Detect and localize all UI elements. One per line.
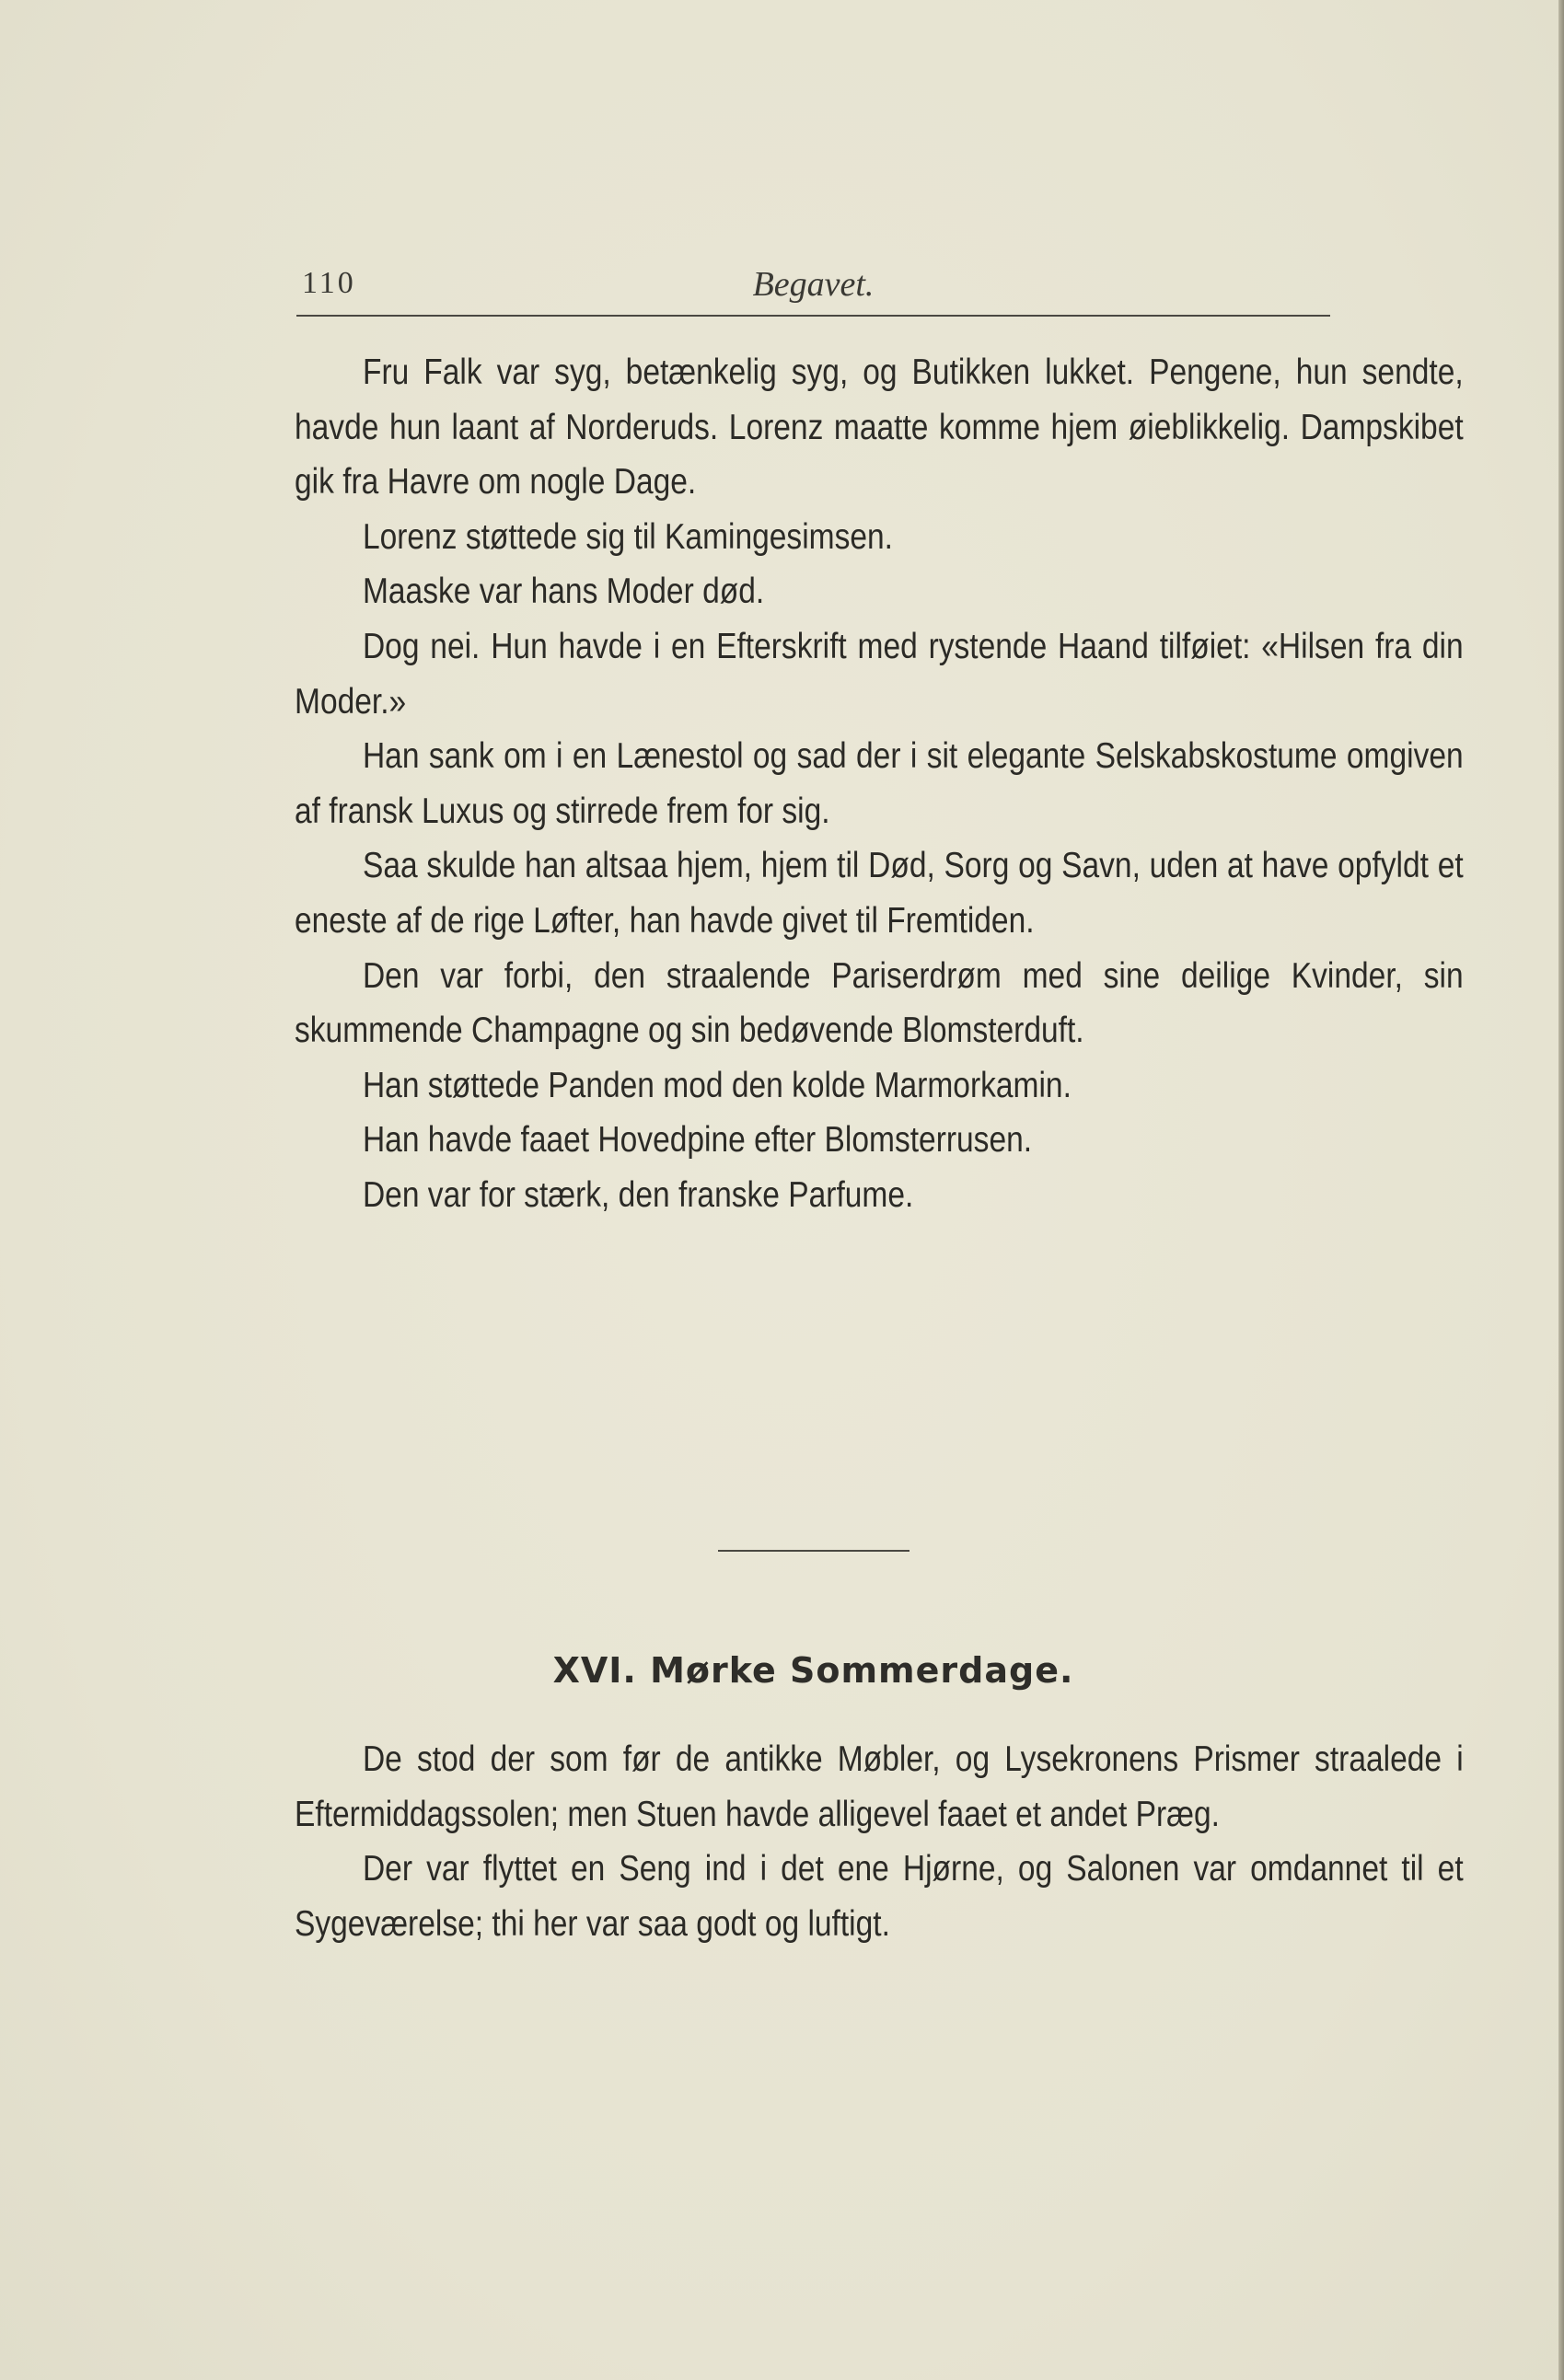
running-header bbox=[296, 262, 1330, 310]
section-divider bbox=[718, 1550, 909, 1552]
page-edge bbox=[1558, 0, 1564, 2380]
paragraph: Saa skulde han altsaa hjem, hjem til Død, Sorg og Savn, uden at have opfyldt et eneste af de rige Løfter, han havde givet til Fremtiden. bbox=[295, 846, 1464, 941]
header-rule bbox=[296, 315, 1330, 317]
paragraph: Dog nei. Hun havde i en Efterskrift med rystende Haand tilføiet: «Hilsen fra din Moder.» bbox=[295, 626, 1464, 722]
paragraph: Maaske var hans Moder død. bbox=[362, 572, 765, 612]
paragraph: De stod der som før de antikke Møbler, og Lysekronens Prismer straalede i Eftermiddagssolen; men Stuen havde alligevel faaet et andet Præg. bbox=[295, 1739, 1464, 1834]
chapter-text bbox=[295, 1732, 1464, 1951]
section-text bbox=[295, 345, 1464, 1223]
paragraph: Han støttede Panden mod den kolde Marmorkamin. bbox=[362, 1065, 1072, 1105]
paragraph: Lorenz støttede sig til Kamingesimsen. bbox=[362, 516, 893, 557]
paragraph: Han havde faaet Hovedpine efter Blomsterrusen. bbox=[362, 1120, 1033, 1161]
paragraph: Fru Falk var syg, betænkelig syg, og Butikken lukket. Pengene, hun sendte, havde hun laant af Norderuds. Lorenz maatte komme hjem øieblikkelig. Dampskibet gik fra Havre om nogle Dage. bbox=[295, 352, 1464, 503]
paragraph: Der var flyttet en Seng ind i det ene Hjørne, og Salonen var omdannet til et Sygeværelse; thi her var saa godt og luftigt. bbox=[295, 1849, 1464, 1944]
chapter-heading: XVI. Mørke Sommerdage. bbox=[552, 1650, 1074, 1691]
running-title: Begavet. bbox=[752, 265, 875, 304]
paragraph: Den var for stærk, den franske Parfume. bbox=[362, 1174, 914, 1215]
page-number: 110 bbox=[302, 266, 356, 300]
paragraph: Han sank om i en Lænestol og sad der i sit elegante Selskabskostume omgiven af fransk Luxus og stirrede frem for sig. bbox=[295, 736, 1464, 831]
paragraph: Den var forbi, den straalende Pariserdrøm med sine deilige Kvinder, sin skummende Champagne og sin bedøvende Blomsterduft. bbox=[295, 955, 1464, 1051]
